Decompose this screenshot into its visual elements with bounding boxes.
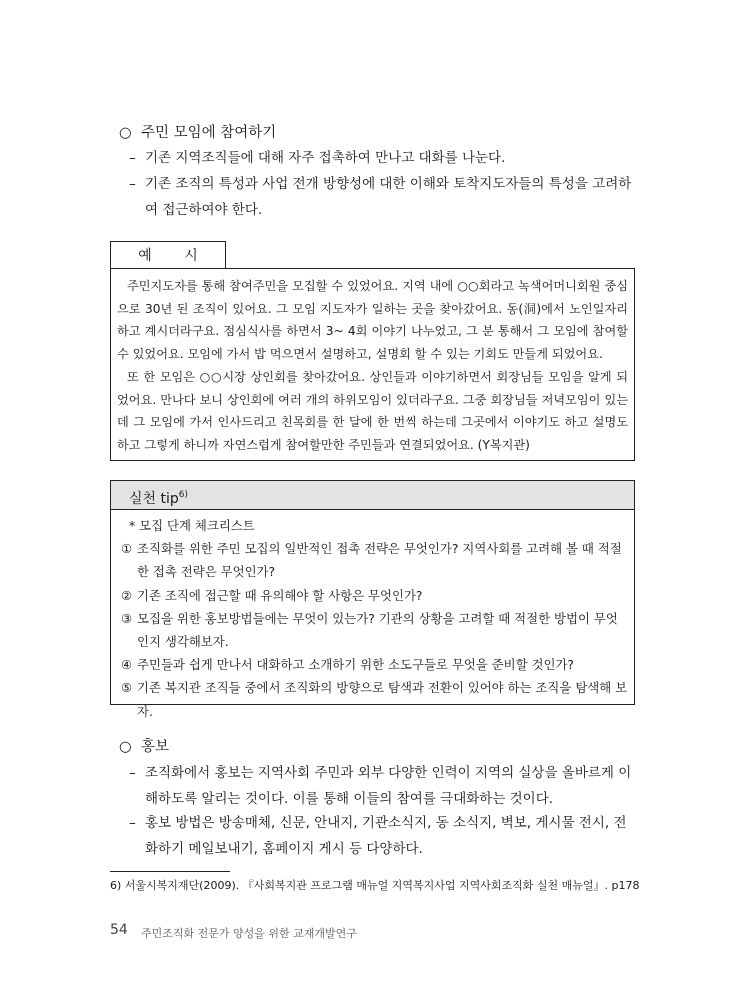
footnote: 6) 서울시복지재단(2009). 『사회복지관 프로그램 매뉴얼 지역복지사업 지역사회조직화 실천 매뉴얼』. p178 — [110, 879, 640, 892]
item-number: ③ — [121, 610, 133, 626]
tip-title: 실천 tip — [129, 491, 179, 507]
example-paragraph: 주민지도자를 통해 참여주민을 모집할 수 있었어요. 지역 내에 ○○회라고 녹색어머니회원 중심으로 30년 된 조직이 있어요. 그 모임 지도자가 일하는 곳을 찾아갔어요. 동(洞)에서 노인일자리하고 계시더라구요. 점심식사를 하면서 3~ 4회 이야기 나누었고, 그 분 통해서 그 모임에 참여할 수 있었어요. 모임에 가서 밥 먹으면서 설명하고, 설명회 할 수 있는 기회도 만들게 되었어요. — [117, 279, 628, 362]
item-text: 주민들과 쉽게 만나서 대화하고 소개하기 위한 소도구들로 무엇을 준비할 것인가? — [137, 657, 575, 673]
footnote-ref: 6) — [178, 490, 189, 500]
checklist-title: * 모집 단계 체크리스트 — [129, 518, 255, 533]
checklist-item — [121, 607, 628, 653]
section-marker: ○ — [119, 125, 132, 141]
example-box — [110, 268, 635, 461]
bullet-dash: – — [129, 815, 136, 831]
checklist-item — [121, 653, 628, 676]
bullet-text: 조직화에서 홍보는 지역사회 주민과 외부 다양한 인력이 지역의 실상을 올바르게 이해하도록 알리는 것이다. 이를 통해 이들의 참여를 극대화하는 것이다. — [145, 765, 632, 807]
item-number: ② — [121, 587, 133, 603]
section-marker: ○ — [119, 739, 132, 755]
bullet-item — [129, 171, 639, 223]
bullet-text: 홍보 방법은 방송매체, 신문, 안내지, 기관소식지, 동 소식지, 벽보, 게시물 전시, 전화하기 메일보내기, 홈페이지 게시 등 다양하다. — [145, 815, 627, 857]
item-text: 조직화를 위한 주민 모집의 일반적인 접촉 전략은 무엇인가? 지역사회를 고려해 볼 때 적절한 접촉 전략은 무엇인가? — [137, 541, 622, 580]
example-tab: 예 시 — [110, 241, 226, 269]
bullet-dash: – — [129, 150, 136, 166]
item-number: ⑤ — [121, 680, 133, 696]
bullet-dash: – — [129, 176, 136, 192]
bullet-text: 기존 조직의 특성과 사업 전개 방향성에 대한 이해와 토착지도자들의 특성을 고려하여 접근하여야 한다. — [145, 176, 632, 218]
running-title: 주민조직화 전문가 양성을 위한 교재개발연구 — [141, 927, 357, 940]
tip-header — [110, 480, 635, 510]
bullet-text: 기존 지역조직들에 대해 자주 접촉하여 만나고 대화를 나눈다. — [145, 150, 506, 166]
footnote-divider — [110, 871, 230, 872]
checklist-item — [121, 676, 628, 722]
section-title: 홍보 — [141, 739, 170, 755]
checklist-item — [121, 537, 628, 583]
section-heading-publicity — [119, 737, 169, 757]
checklist-item — [121, 584, 628, 607]
page-number: 54 — [110, 922, 128, 938]
bullet-item — [129, 145, 639, 171]
item-text: 기존 조직에 접근할 때 유의해야 할 사항은 무엇인가? — [137, 587, 423, 603]
item-number: ① — [121, 541, 133, 557]
item-text: 모집을 위한 홍보방법들에는 무엇이 있는가? 기관의 상황을 고려할 때 적절한 방법이 무엇인지 생각해보자. — [137, 610, 618, 650]
bullet-item — [129, 760, 639, 812]
bullet-item — [129, 810, 639, 862]
item-text: 기존 복지관 조직들 중에서 조직화의 방향으로 탐색과 전환이 있어야 하는 조직을 탐색해 보자. — [137, 680, 628, 719]
section-title: 주민 모임에 참여하기 — [141, 125, 277, 141]
section-heading-participation — [119, 123, 276, 143]
tip-box — [110, 509, 635, 719]
example-paragraph: 또 한 모임은 ○○시장 상인회를 찾아갔어요. 상인들과 이야기하면서 회장님들 모임을 알게 되었어요. 만나다 보니 상인회에 여러 개의 하위모임이 있더라구요. 그중 회장님들 저녁모임이 있는데 그 모임에 가서 인사드리고 친목회를 한 달에 한 번씩 하는데 그곳에서 이야기도 하고 설명도 하고 그렇게 하니까 자연스럽게 참여할만한 주민들과 연결되었어요. (Y복지관) — [117, 369, 628, 452]
item-number: ④ — [121, 657, 133, 673]
bullet-dash: – — [129, 765, 136, 781]
